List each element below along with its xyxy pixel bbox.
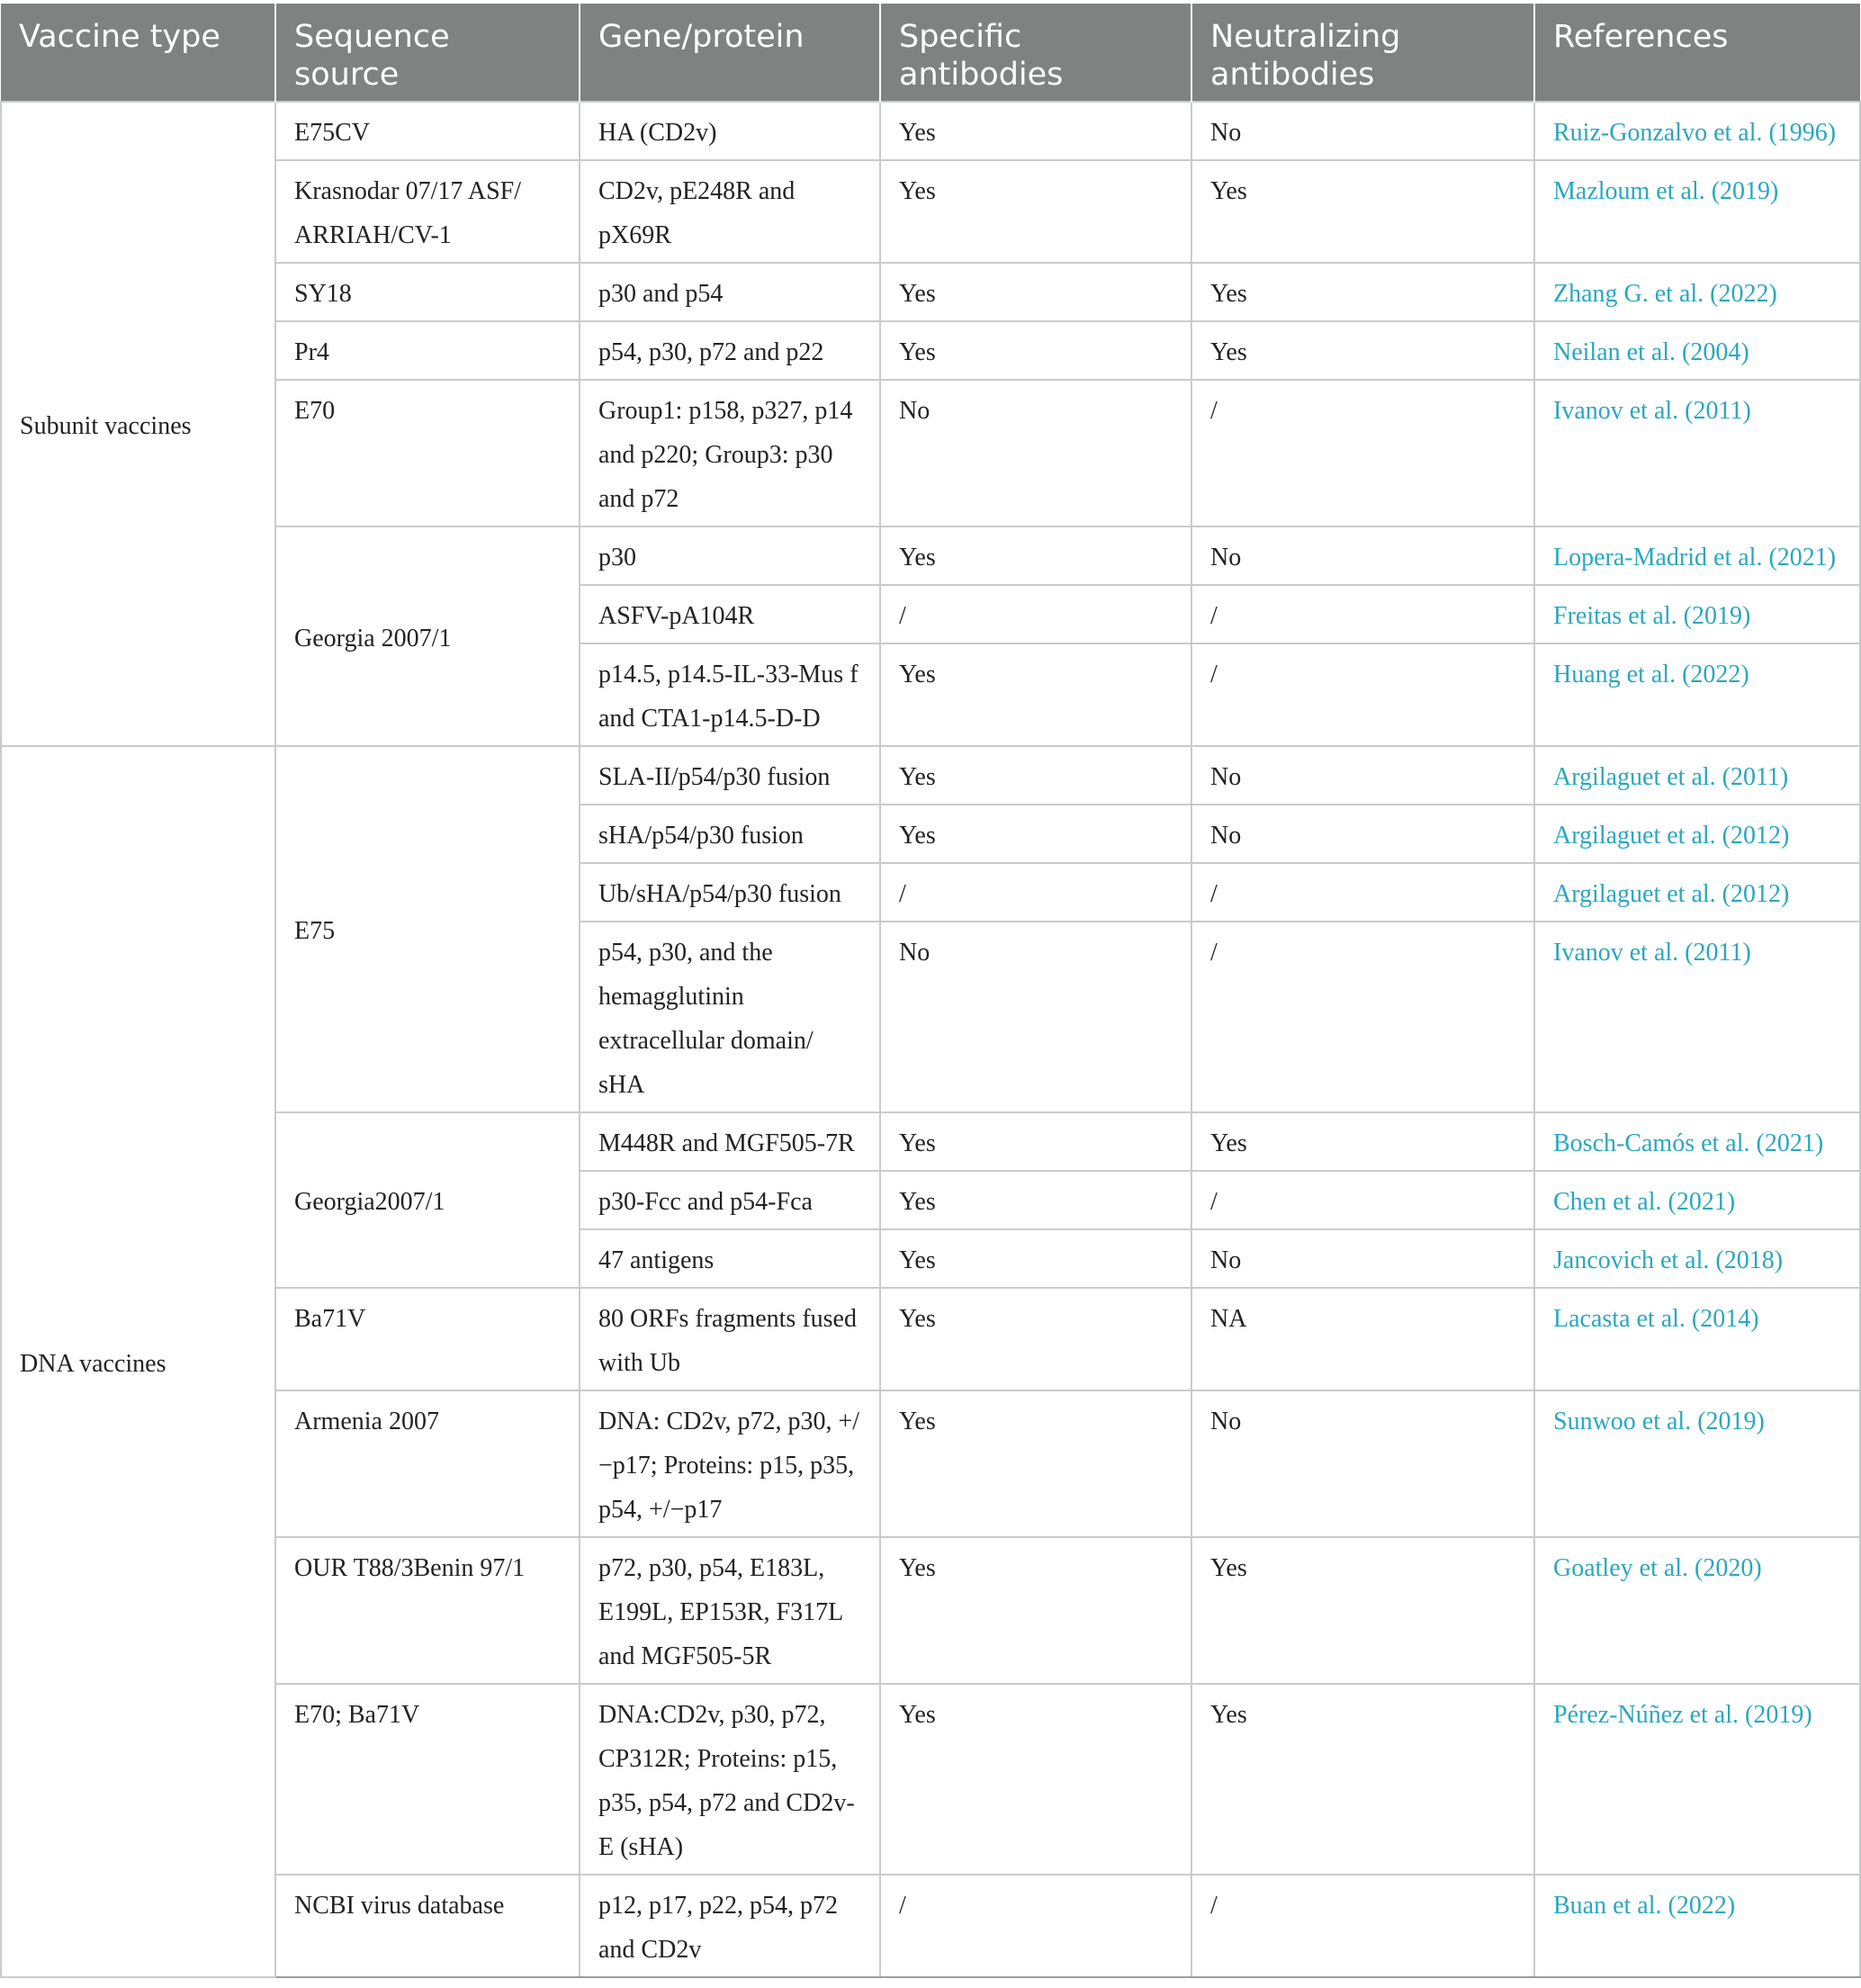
sequence-source-cell: OUR T88/3Benin 97/1: [275, 1537, 580, 1684]
header-vaccine-type: Vaccine type: [1, 4, 275, 102]
reference-link[interactable]: Huang et al. (2022): [1534, 643, 1860, 746]
gene-protein-cell: Ub/sHA/p54/p30 fusion: [580, 863, 880, 922]
gene-protein-cell: HA (CD2v): [580, 102, 880, 160]
neutralizing-antibodies-cell: /: [1191, 585, 1534, 643]
specific-antibodies-cell: Yes: [880, 263, 1191, 321]
vaccine-type-cell: Subunit vaccines: [1, 102, 275, 746]
reference-link[interactable]: Bosch-Camós et al. (2021): [1534, 1112, 1860, 1171]
reference-link[interactable]: Buan et al. (2022): [1534, 1875, 1860, 1977]
sequence-source-cell: Krasnodar 07/17 ASF/ ARRIAH/CV-1: [275, 160, 580, 263]
header-neutralizing-antibodies: Neutralizing antibodies: [1191, 4, 1534, 102]
sequence-source-cell: Pr4: [275, 321, 580, 380]
sequence-source-cell: Georgia 2007/1: [275, 526, 580, 746]
neutralizing-antibodies-cell: Yes: [1191, 1537, 1534, 1684]
vaccine-type-cell: DNA vaccines: [1, 746, 275, 1977]
gene-protein-cell: p54, p30, p72 and p22: [580, 321, 880, 380]
header-specific-antibodies: Specific antibodies: [880, 4, 1191, 102]
gene-protein-cell: p12, p17, p22, p54, p72 and CD2v: [580, 1875, 880, 1977]
sequence-source-cell: Ba71V: [275, 1288, 580, 1390]
table-row: [1, 1537, 1860, 1684]
gene-protein-cell: 80 ORFs fragments fused with Ub: [580, 1288, 880, 1390]
reference-link[interactable]: Zhang G. et al. (2022): [1534, 263, 1860, 321]
neutralizing-antibodies-cell: No: [1191, 805, 1534, 863]
sequence-source-cell: Armenia 2007: [275, 1390, 580, 1537]
specific-antibodies-cell: Yes: [880, 1390, 1191, 1537]
table-row: [1, 1390, 1860, 1537]
vaccine-table: [0, 4, 1861, 1978]
neutralizing-antibodies-cell: No: [1191, 102, 1534, 160]
neutralizing-antibodies-cell: No: [1191, 1229, 1534, 1288]
reference-link[interactable]: Pérez-Núñez et al. (2019): [1534, 1684, 1860, 1875]
gene-protein-cell: Group1: p158, p327, p14 and p220; Group3: p30 and p72: [580, 380, 880, 526]
table-row: [1, 746, 1860, 805]
specific-antibodies-cell: /: [880, 1875, 1191, 1977]
table-row: [1, 263, 1860, 321]
specific-antibodies-cell: No: [880, 922, 1191, 1112]
specific-antibodies-cell: Yes: [880, 321, 1191, 380]
sequence-source-cell: NCBI virus database: [275, 1875, 580, 1977]
sequence-source-cell: E75: [275, 746, 580, 1112]
header-row: [1, 4, 1860, 102]
reference-link[interactable]: Lacasta et al. (2014): [1534, 1288, 1860, 1390]
specific-antibodies-cell: Yes: [880, 102, 1191, 160]
gene-protein-cell: p54, p30, and the hemagglutinin extracellular domain/ sHA: [580, 922, 880, 1112]
reference-link[interactable]: Goatley et al. (2020): [1534, 1537, 1860, 1684]
specific-antibodies-cell: Yes: [880, 1171, 1191, 1229]
gene-protein-cell: p72, p30, p54, E183L, E199L, EP153R, F317L and MGF505-5R: [580, 1537, 880, 1684]
specific-antibodies-cell: Yes: [880, 1288, 1191, 1390]
table-row: [1, 102, 1860, 160]
reference-link[interactable]: Neilan et al. (2004): [1534, 321, 1860, 380]
neutralizing-antibodies-cell: No: [1191, 526, 1534, 585]
table-row: [1, 1875, 1860, 1977]
neutralizing-antibodies-cell: No: [1191, 746, 1534, 805]
table-row: [1, 380, 1860, 526]
gene-protein-cell: p30: [580, 526, 880, 585]
specific-antibodies-cell: Yes: [880, 526, 1191, 585]
specific-antibodies-cell: Yes: [880, 1684, 1191, 1875]
gene-protein-cell: SLA-II/p54/p30 fusion: [580, 746, 880, 805]
neutralizing-antibodies-cell: No: [1191, 1390, 1534, 1537]
specific-antibodies-cell: Yes: [880, 643, 1191, 746]
specific-antibodies-cell: /: [880, 585, 1191, 643]
neutralizing-antibodies-cell: /: [1191, 1171, 1534, 1229]
neutralizing-antibodies-cell: Yes: [1191, 1684, 1534, 1875]
neutralizing-antibodies-cell: Yes: [1191, 160, 1534, 263]
gene-protein-cell: p30 and p54: [580, 263, 880, 321]
table-row: [1, 1288, 1860, 1390]
reference-link[interactable]: Argilaguet et al. (2012): [1534, 863, 1860, 922]
header-sequence-source: Sequence source: [275, 4, 580, 102]
neutralizing-antibodies-cell: Yes: [1191, 263, 1534, 321]
reference-link[interactable]: Jancovich et al. (2018): [1534, 1229, 1860, 1288]
reference-link[interactable]: Ivanov et al. (2011): [1534, 380, 1860, 526]
header-references: References: [1534, 4, 1860, 102]
gene-protein-cell: CD2v, pE248R and pX69R: [580, 160, 880, 263]
neutralizing-antibodies-cell: /: [1191, 922, 1534, 1112]
gene-protein-cell: p14.5, p14.5-IL-33-Mus f and CTA1-p14.5-D-D: [580, 643, 880, 746]
specific-antibodies-cell: No: [880, 380, 1191, 526]
reference-link[interactable]: Argilaguet et al. (2012): [1534, 805, 1860, 863]
table-row: [1, 1684, 1860, 1875]
table-row: [1, 321, 1860, 380]
gene-protein-cell: 47 antigens: [580, 1229, 880, 1288]
sequence-source-cell: E70; Ba71V: [275, 1684, 580, 1875]
gene-protein-cell: DNA: CD2v, p72, p30, +/−p17; Proteins: p15, p35, p54, +/−p17: [580, 1390, 880, 1537]
specific-antibodies-cell: Yes: [880, 160, 1191, 263]
table-row: [1, 526, 1860, 585]
neutralizing-antibodies-cell: /: [1191, 643, 1534, 746]
header-gene-protein: Gene/protein: [580, 4, 880, 102]
reference-link[interactable]: Chen et al. (2021): [1534, 1171, 1860, 1229]
specific-antibodies-cell: /: [880, 863, 1191, 922]
neutralizing-antibodies-cell: /: [1191, 863, 1534, 922]
gene-protein-cell: DNA:CD2v, p30, p72, CP312R; Proteins: p15, p35, p54, p72 and CD2v-E (sHA): [580, 1684, 880, 1875]
reference-link[interactable]: Lopera-Madrid et al. (2021): [1534, 526, 1860, 585]
sequence-source-cell: SY18: [275, 263, 580, 321]
table-row: [1, 160, 1860, 263]
specific-antibodies-cell: Yes: [880, 805, 1191, 863]
neutralizing-antibodies-cell: /: [1191, 1875, 1534, 1977]
gene-protein-cell: sHA/p54/p30 fusion: [580, 805, 880, 863]
gene-protein-cell: p30-Fcc and p54-Fca: [580, 1171, 880, 1229]
reference-link[interactable]: Argilaguet et al. (2011): [1534, 746, 1860, 805]
neutralizing-antibodies-cell: Yes: [1191, 321, 1534, 380]
specific-antibodies-cell: Yes: [880, 1537, 1191, 1684]
neutralizing-antibodies-cell: Yes: [1191, 1112, 1534, 1171]
reference-link[interactable]: Mazloum et al. (2019): [1534, 160, 1860, 263]
specific-antibodies-cell: Yes: [880, 1112, 1191, 1171]
neutralizing-antibodies-cell: /: [1191, 380, 1534, 526]
reference-link[interactable]: Freitas et al. (2019): [1534, 585, 1860, 643]
gene-protein-cell: M448R and MGF505-7R: [580, 1112, 880, 1171]
sequence-source-cell: E75CV: [275, 102, 580, 160]
specific-antibodies-cell: Yes: [880, 1229, 1191, 1288]
table-row: [1, 1112, 1860, 1171]
sequence-source-cell: E70: [275, 380, 580, 526]
gene-protein-cell: ASFV-pA104R: [580, 585, 880, 643]
reference-link[interactable]: Ruiz-Gonzalvo et al. (1996): [1534, 102, 1860, 160]
sequence-source-cell: Georgia2007/1: [275, 1112, 580, 1288]
reference-link[interactable]: Ivanov et al. (2011): [1534, 922, 1860, 1112]
specific-antibodies-cell: Yes: [880, 746, 1191, 805]
neutralizing-antibodies-cell: NA: [1191, 1288, 1534, 1390]
table-body: [1, 102, 1860, 1977]
reference-link[interactable]: Sunwoo et al. (2019): [1534, 1390, 1860, 1537]
